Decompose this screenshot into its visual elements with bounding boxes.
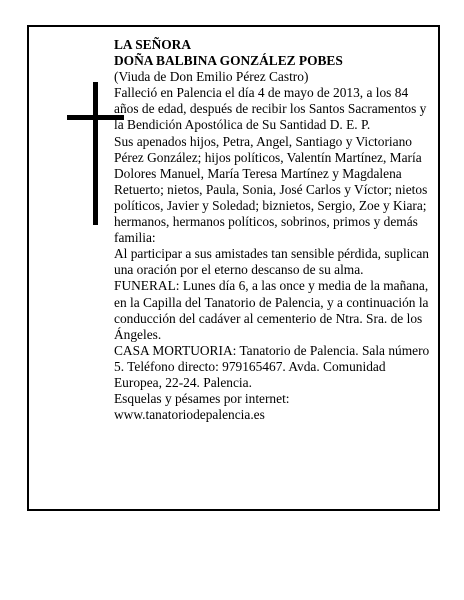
website-link[interactable]: www.tanatoriodepalencia.es <box>114 407 265 423</box>
funeral-info: FUNERAL: Lunes día 6, a las once y media de la mañana, en la Capilla del Tanatorio de Palencia, y a continuación la conducción del cadáver al cementerio de Ntra. Sra. de los Ángeles. <box>114 278 429 342</box>
deceased-name: DOÑA BALBINA GONZÁLEZ POBES <box>114 53 343 69</box>
mortuary-info: CASA MORTUORIA: Tanatorio de Palencia. Sala número 5. Teléfono directo: 979165467. Avda. Comunidad Europea, 22-24. Palencia. <box>114 342 430 390</box>
heading: LA SEÑORA <box>114 37 192 52</box>
prayer-request: Al participar a sus amistades tan sensible pérdida, suplican una oración por el eterno descanso de su alma. <box>114 246 429 278</box>
obituary-text <box>114 37 434 423</box>
widow-of: (Viuda de Don Emilio Pérez Castro) <box>114 69 309 85</box>
death-notice: Falleció en Palencia el día 4 de mayo de 2013, a los 84 años de edad, después de recibir los Santos Sacramentos y la Bendición Apostólica de Su Santidad D. E. P. <box>114 85 427 133</box>
cross-vertical-bar <box>93 82 98 225</box>
online-label: Esquelas y pésames por internet: <box>114 391 290 407</box>
family-list: Sus apenados hijos, Petra, Angel, Santiago y Victoriano Pérez González; hijos políticos, Valentín Martínez, María Dolores Manuel, María Teresa Martínez y Magdalena Retuerto; nietos, Paula, Sonia, José Carlos y Víctor; nietos políticos, Javier y Soledad; biznietos, Sergio, Zoe y Kiara; hermanos, hermanos políticos, sobrinos, primos y demás familia: <box>114 133 428 246</box>
